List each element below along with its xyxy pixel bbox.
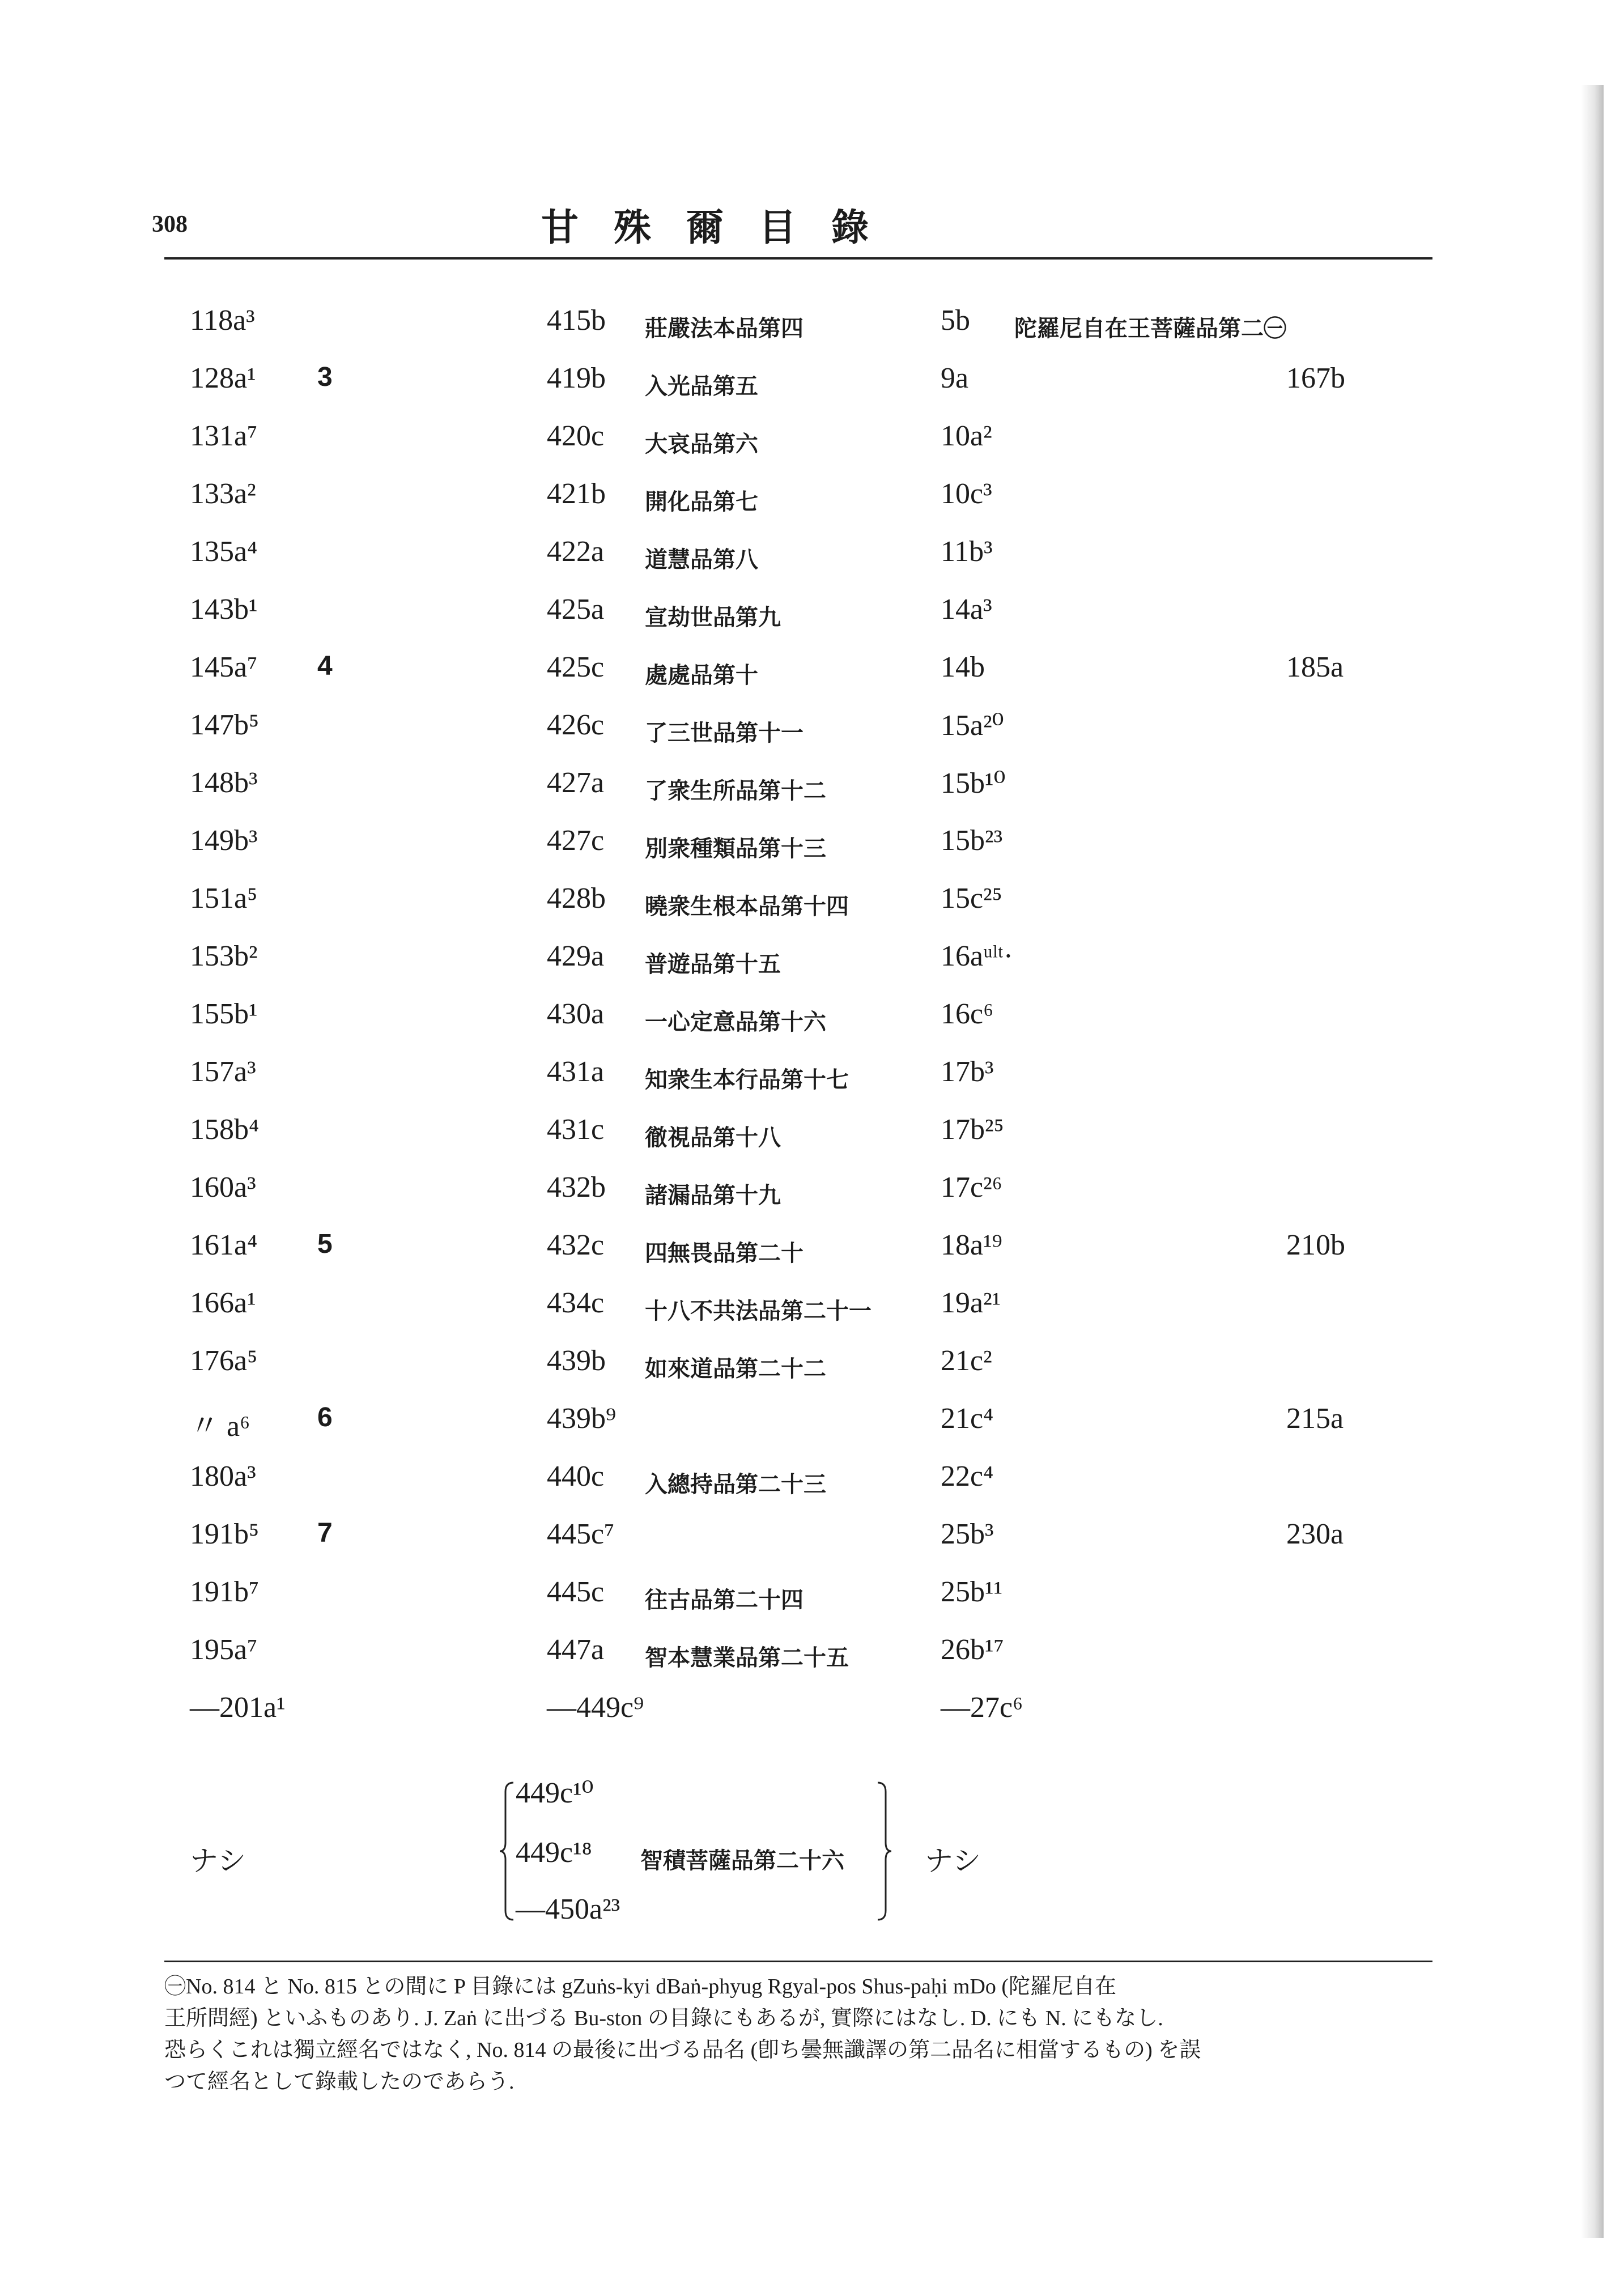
entry-title: 智積菩薩品第二十六	[640, 1848, 844, 1873]
cell-c5: 14a³	[941, 593, 992, 626]
cell-c5: 26b¹⁷	[941, 1634, 1004, 1666]
footnote-line: つて經名として錄載したのであらう.	[164, 2070, 515, 2094]
title-char: 甘	[541, 207, 580, 249]
cell-c4: 道慧品第八	[645, 547, 758, 572]
cell-c3: 427c	[547, 824, 605, 857]
cell-c1: 160a³	[190, 1171, 256, 1204]
cell-c1: 176a⁵	[190, 1345, 258, 1377]
cell-c3: 422a	[547, 535, 605, 568]
cell-c5: 17b³	[941, 1056, 994, 1088]
cell-c3: 431c	[547, 1113, 605, 1146]
cell-c5: 15b¹⁰	[941, 767, 1006, 800]
cell-c3: —449c⁹	[547, 1691, 644, 1724]
cell-c6: 陀羅尼自在王菩薩品第二㊀	[1014, 316, 1286, 341]
cell-c5: 16c⁶	[941, 998, 994, 1030]
cell-c7: 167b	[1286, 362, 1345, 394]
cell-c5: 14b	[941, 651, 985, 683]
cell-c3: 420c	[547, 420, 605, 452]
table-row	[0, 419, 1624, 477]
cell-c4: 智本慧業品第二十五	[645, 1645, 849, 1670]
footnote-line: 王所問經) といふものあり. J. Zaṅ に出づる Bu-ston の目錄にもあるが, 實際にはなし. D. にも N. にもなし.	[164, 2006, 1163, 2030]
cell-c3: 415b	[547, 304, 606, 337]
cell-c1: 158b⁴	[190, 1113, 260, 1146]
right-brace	[875, 1780, 892, 1922]
cell-c4: 知衆生本行品第十七	[645, 1067, 849, 1092]
entry-line: 449c¹⁸	[516, 1836, 592, 1869]
cell-c1: 135a⁴	[190, 535, 258, 568]
left-brace	[499, 1780, 516, 1922]
table-row	[0, 535, 1624, 593]
cell-c1: 118a³	[190, 304, 255, 337]
cell-c5: 11b³	[941, 535, 993, 568]
cell-c5: 25b¹¹	[941, 1576, 1003, 1608]
cell-c4: 莊嚴法本品第四	[645, 316, 804, 341]
table-row	[0, 1402, 1624, 1460]
cell-c4: 入光品第五	[645, 373, 758, 399]
cell-c2: 3	[317, 362, 333, 392]
cell-c1: 148b³	[190, 767, 258, 799]
page-title	[541, 197, 904, 251]
cell-c1: 133a²	[190, 478, 256, 510]
cell-c3: 440c	[547, 1460, 605, 1493]
footnote	[164, 1971, 1432, 2098]
cell-c1: 131a⁷	[190, 420, 258, 452]
table-row	[0, 1171, 1624, 1228]
cell-c4: 徹視品第十八	[645, 1125, 781, 1150]
bracketed-entry	[0, 1775, 1624, 1928]
cell-c4: 往古品第二十四	[645, 1587, 804, 1613]
cell-c3: 447a	[547, 1634, 605, 1666]
cell-c3: 427a	[547, 767, 605, 799]
cell-c3: 439b⁹	[547, 1402, 617, 1435]
table-row	[0, 939, 1624, 997]
table-row	[0, 882, 1624, 939]
cell-c3: 432b	[547, 1171, 606, 1204]
cell-c4: 宣劫世品第九	[645, 605, 781, 630]
cell-c3: 430a	[547, 998, 605, 1030]
cell-c4: 曉衆生根本品第十四	[645, 894, 849, 919]
catalog-table	[0, 304, 1624, 1749]
table-row	[0, 1517, 1624, 1575]
cell-c4: 普遊品第十五	[645, 951, 781, 977]
cell-c3: 432c	[547, 1229, 605, 1261]
table-row	[0, 304, 1624, 362]
cell-c3: 429a	[547, 940, 605, 972]
table-row	[0, 824, 1624, 882]
cell-c1: 147b⁵	[190, 709, 260, 741]
table-row	[0, 1344, 1624, 1402]
cell-c4: 處處品第十	[645, 662, 758, 688]
cell-c1: 161a⁴	[190, 1229, 258, 1261]
cell-c7: 215a	[1286, 1402, 1344, 1435]
cell-c4: 了衆生所品第十二	[645, 778, 826, 803]
entry-col1: ナシ	[190, 1845, 246, 1877]
table-row	[0, 593, 1624, 650]
table-row	[0, 362, 1624, 419]
table-row	[0, 1575, 1624, 1633]
footnote-line: 恐らくこれは獨立經名ではなく, No. 814 の最後に出づる品名 (卽ち曇無讖譯の第二品名に相當するもの) を誤	[164, 2038, 1201, 2062]
title-char: 殊	[614, 207, 652, 249]
footnote-rule	[164, 1961, 1432, 1962]
cell-c1: 〃 a⁶	[190, 1410, 250, 1443]
cell-c5: 16aᵘˡᵗ·	[941, 940, 1014, 972]
cell-c1: 195a⁷	[190, 1634, 258, 1666]
cell-c4: 如來道品第二十二	[645, 1356, 826, 1381]
cell-c1: 191b⁵	[190, 1518, 260, 1550]
cell-c2: 4	[317, 651, 333, 681]
cell-c3: 445c⁷	[547, 1518, 615, 1550]
cell-c5: 17b²⁵	[941, 1113, 1004, 1146]
cell-c5: 15c²⁵	[941, 882, 1002, 915]
table-row	[0, 1113, 1624, 1171]
cell-c1: 180a³	[190, 1460, 256, 1493]
table-row	[0, 1286, 1624, 1344]
cell-c3: 434c	[547, 1287, 605, 1319]
cell-c5: 21c²	[941, 1345, 992, 1377]
cell-c7: 230a	[1286, 1518, 1344, 1550]
cell-c1: 155b¹	[190, 998, 258, 1030]
cell-c5: 17c²⁶	[941, 1171, 1002, 1204]
cell-c4: 入總持品第二十三	[645, 1472, 826, 1497]
cell-c3: 439b	[547, 1345, 606, 1377]
cell-c3: 425a	[547, 593, 605, 626]
cell-c5: 10c³	[941, 478, 992, 510]
table-row	[0, 766, 1624, 824]
table-row	[0, 1633, 1624, 1691]
cell-c3: 421b	[547, 478, 606, 510]
cell-c5: 15a²⁰	[941, 709, 1004, 742]
cell-c2: 7	[317, 1518, 333, 1548]
cell-c3: 428b	[547, 882, 606, 915]
cell-c4: 一心定意品第十六	[645, 1009, 826, 1035]
cell-c5: 9a	[941, 362, 969, 394]
cell-c5: 19a²¹	[941, 1287, 1001, 1319]
cell-c1: 151a⁵	[190, 882, 258, 915]
table-row	[0, 477, 1624, 535]
cell-c4: 了三世品第十一	[645, 720, 804, 746]
cell-c4: 諸漏品第十九	[645, 1183, 781, 1208]
header-rule	[164, 257, 1432, 260]
cell-c1: —201a¹	[190, 1691, 286, 1724]
cell-c1: 166a¹	[190, 1287, 256, 1319]
cell-c3: 426c	[547, 709, 605, 741]
cell-c4: 開化品第七	[645, 489, 758, 515]
cell-c4: 大哀品第六	[645, 431, 758, 457]
footnote-line: ㊀No. 814 と No. 815 との間に P 目錄には gZuṅs-kyi dBaṅ-phyug Rgyal-pos Shus-paḥi mDo (陀羅尼自在	[164, 1975, 1117, 1999]
cell-c2: 6	[317, 1402, 333, 1432]
title-char: 爾	[686, 207, 725, 249]
cell-c4: 別衆種類品第十三	[645, 836, 826, 861]
cell-c1: 143b¹	[190, 593, 258, 626]
cell-c5: 22c⁴	[941, 1460, 994, 1493]
table-row	[0, 1691, 1624, 1749]
table-row	[0, 1228, 1624, 1286]
cell-c3: 425c	[547, 651, 605, 683]
cell-c5: —27c⁶	[941, 1691, 1023, 1724]
cell-c5: 21c⁴	[941, 1402, 994, 1435]
cell-c1: 153b²	[190, 940, 258, 972]
cell-c3: 431a	[547, 1056, 605, 1088]
page-number: 308	[152, 211, 188, 237]
cell-c5: 10a²	[941, 420, 992, 452]
cell-c7: 210b	[1286, 1229, 1345, 1261]
cell-c1: 128a¹	[190, 362, 256, 394]
table-row	[0, 1055, 1624, 1113]
table-row	[0, 650, 1624, 708]
cell-c3: 445c	[547, 1576, 605, 1608]
cell-c1: 157a³	[190, 1056, 256, 1088]
cell-c5: 25b³	[941, 1518, 994, 1550]
cell-c2: 5	[317, 1229, 333, 1259]
title-char: 目	[759, 207, 797, 249]
cell-c5: 18a¹⁹	[941, 1229, 1002, 1261]
cell-c1: 145a⁷	[190, 651, 258, 683]
title-char: 錄	[831, 207, 870, 249]
cell-c1: 191b⁷	[190, 1576, 260, 1608]
cell-c3: 419b	[547, 362, 606, 394]
cell-c5: 5b	[941, 304, 970, 337]
table-row	[0, 708, 1624, 766]
cell-c5: 15b²³	[941, 824, 1003, 857]
cell-c1: 149b³	[190, 824, 258, 857]
cell-c4: 十八不共法品第二十一	[645, 1298, 871, 1324]
cell-c7: 185a	[1286, 651, 1344, 683]
entry-line: —450a²³	[516, 1893, 620, 1925]
entry-line: 449c¹⁰	[516, 1777, 594, 1809]
cell-c4: 四無畏品第二十	[645, 1240, 804, 1266]
entry-col5: ナシ	[925, 1845, 981, 1877]
table-row	[0, 1460, 1624, 1517]
table-row	[0, 997, 1624, 1055]
